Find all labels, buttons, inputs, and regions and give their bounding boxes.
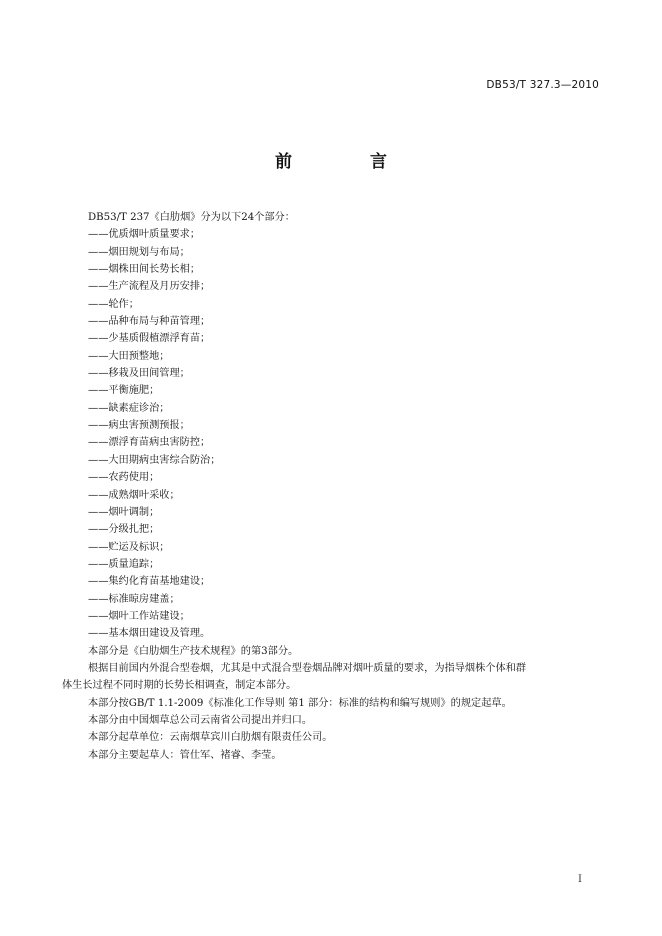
- part-list-item: ——漂浮育苗病虫害防控；: [88, 437, 211, 449]
- part-list-item: ——分级扎把；: [88, 524, 160, 536]
- part-list-item: ——大田期病虫害综合防治；: [88, 454, 221, 466]
- part-list-item: ——移栽及田间管理；: [88, 368, 190, 380]
- part-list-item: ——生产流程及月历安排；: [88, 281, 211, 293]
- purpose-paragraph-line-2: 体生长过程不同时期的长势长相调查，制定本部分。: [62, 680, 297, 692]
- part-list-item: ——标准晾房建盖；: [88, 593, 180, 605]
- drafters-paragraph: 本部分主要起草人：管仕军、褚睿、李莹。: [88, 749, 282, 761]
- document-body: [62, 209, 602, 764]
- part-list-item: ——品种布局与种苗管理；: [88, 316, 211, 328]
- part-list-item: ——烟田规划与布局；: [88, 246, 190, 258]
- drafting-unit-paragraph: 本部分起草单位：云南烟草宾川白肋烟有限责任公司。: [88, 732, 333, 744]
- proposer-paragraph: 本部分由中国烟草总公司云南省公司提出并归口。: [88, 714, 313, 726]
- part-list-item: ——少基质假植漂浮育苗；: [88, 333, 211, 345]
- part-list-item: ——缺素症诊治；: [88, 402, 170, 414]
- part-statement: 本部分是《白肋烟生产技术规程》的第3部分。: [88, 645, 299, 657]
- part-list-item: ——基本烟田建设及管理。: [88, 628, 211, 640]
- part-list-item: ——平衡施肥；: [88, 385, 160, 397]
- part-list-item: ——质量追踪；: [88, 558, 160, 570]
- part-list-item: ——贮运及标识；: [88, 541, 170, 553]
- part-list-item: ——集约化育苗基地建设；: [88, 576, 211, 588]
- parts-list: [62, 226, 602, 642]
- part-list-item: ——烟株田间长势长相；: [88, 264, 201, 276]
- page-number: I: [578, 874, 582, 885]
- intro-line: DB53/T 237《白肋烟》分为以下24个部分：: [88, 212, 295, 223]
- part-list-item: ——病虫害预测预报；: [88, 420, 190, 432]
- part-list-item: ——成熟烟叶采收；: [88, 489, 180, 501]
- part-list-item: ——轮作；: [88, 298, 139, 310]
- drafting-rules-paragraph: 本部分按GB/T 1.1-2009《标准化工作导则 第1 部分：标准的结构和编写规则》的规定起草。: [88, 697, 512, 709]
- part-list-item: ——大田预整地；: [88, 350, 170, 362]
- part-list-item: ——农药使用；: [88, 472, 160, 484]
- page-title: 前 言: [275, 152, 423, 172]
- purpose-paragraph-line-1: 根据目前国内外混合型卷烟，尤其是中式混合型卷烟品牌对烟叶质量的要求，为指导烟株个体和群: [88, 662, 527, 674]
- part-list-item: ——优质烟叶质量要求；: [88, 229, 201, 241]
- part-list-item: ——烟叶工作站建设；: [88, 610, 190, 622]
- standard-code: DB53/T 327.3—2010: [486, 79, 599, 91]
- part-list-item: ——烟叶调制；: [88, 506, 160, 518]
